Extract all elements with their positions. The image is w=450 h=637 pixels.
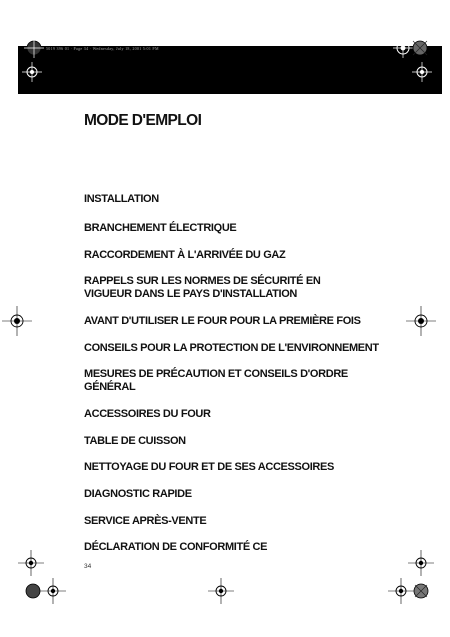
toc-item: TABLE DE CUISSON	[84, 435, 186, 447]
registration-mark-icon	[2, 306, 32, 336]
toc-item: MESURES DE PRÉCAUTION ET CONSEILS D'ORDRE GÉNÉRAL	[84, 368, 348, 393]
toc-item: AVANT D'UTILISER LE FOUR POUR LA PREMIÈRE FOIS	[84, 315, 361, 327]
toc-item: INSTALLATION	[84, 193, 159, 205]
registration-mark-icon	[18, 550, 44, 576]
registration-mark-icon	[410, 38, 430, 58]
registration-mark-icon	[412, 62, 432, 82]
header-band	[18, 46, 442, 94]
registration-mark-icon	[40, 578, 66, 604]
registration-mark-icon	[410, 580, 432, 602]
print-slug: 5019 396 01 · Page 34 · Wednesday, July 18, 2001 5:01 PM	[46, 46, 159, 51]
registration-mark-icon	[408, 550, 434, 576]
toc-item: RACCORDEMENT À L'ARRIVÉE DU GAZ	[84, 249, 286, 261]
toc-item: SERVICE APRÈS-VENTE	[84, 515, 207, 527]
page-number: 34	[84, 563, 92, 570]
toc-item: RAPPELS SUR LES NORMES DE SÉCURITÉ EN VIGUEUR DANS LE PAYS D'INSTALLATION	[84, 275, 321, 300]
toc-item: ACCESSOIRES DU FOUR	[84, 408, 211, 420]
toc-item: DIAGNOSTIC RAPIDE	[84, 488, 192, 500]
toc-item: BRANCHEMENT ÉLECTRIQUE	[84, 222, 237, 234]
registration-mark-icon	[24, 38, 44, 58]
registration-mark-icon	[22, 62, 42, 82]
page-title: MODE D'EMPLOI	[84, 112, 202, 129]
registration-mark-icon	[406, 306, 436, 336]
toc-item: DÉCLARATION DE CONFORMITÉ CE	[84, 541, 268, 553]
toc-item: NETTOYAGE DU FOUR ET DE SES ACCESSOIRES	[84, 461, 334, 473]
registration-mark-icon	[208, 578, 234, 604]
toc-item: CONSEILS POUR LA PROTECTION DE L'ENVIRONNEMENT	[84, 342, 379, 354]
